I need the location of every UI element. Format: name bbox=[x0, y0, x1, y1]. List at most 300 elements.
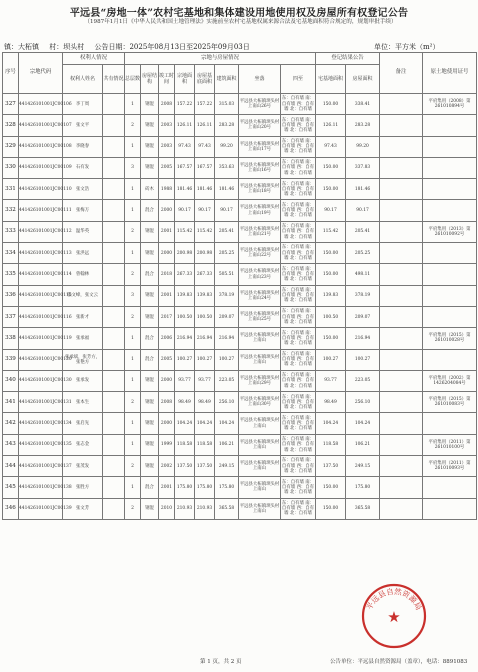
cell-base: 167.57 bbox=[195, 157, 215, 178]
cell-build: 378.19 bbox=[215, 285, 239, 306]
cell-orig-cert bbox=[423, 306, 477, 327]
cell-area: 200.98 bbox=[175, 243, 195, 264]
cell-bounds: 东：自有墙 南：自有墙 西：自有墙 北：自有墙 bbox=[281, 221, 316, 242]
cell-structure: 钢混 bbox=[141, 115, 159, 136]
cell-code: 441426101001JC00137 bbox=[19, 456, 63, 477]
cell-homestead: 100.27 bbox=[316, 349, 346, 370]
cell-homestead: 150.00 bbox=[316, 328, 346, 349]
cell-location: 平远县大柘镇坝头村上南山20号 bbox=[239, 115, 281, 136]
meta-unit: 单位：平方米（m²） bbox=[374, 43, 440, 51]
cell-house-area: 181.46 bbox=[346, 179, 380, 200]
cell-area: 175.80 bbox=[175, 477, 195, 498]
cell-base: 126.11 bbox=[195, 115, 215, 136]
cell-area: 137.50 bbox=[175, 456, 195, 477]
cell-name: 张承发 bbox=[63, 370, 103, 391]
cell-bounds: 东：自有墙 南：自有墙 西：自有墙 北：自有墙 bbox=[281, 477, 316, 498]
cell-code: 441426101001JC00120 bbox=[19, 349, 63, 370]
cell-code: 441426101001JC00108 bbox=[19, 136, 63, 157]
cell-floors: 2 bbox=[125, 392, 141, 413]
cell-location: 平远县大柘镇坝头村上南山 bbox=[239, 349, 281, 370]
cell-seq: 340 bbox=[3, 370, 19, 391]
cell-bounds: 东：自有墙 南：自有墙 西：自有墙 北：自有墙 bbox=[281, 498, 316, 519]
cell-bounds: 东：自有墙 南：自有墙 西：自有墙 北：自有墙 bbox=[281, 264, 316, 285]
cell-note bbox=[380, 94, 423, 115]
table-row bbox=[3, 413, 477, 434]
cell-build: 175.80 bbox=[215, 477, 239, 498]
cell-bounds: 东：自有墙 南：自有墙 西：自有墙 北：自有墙 bbox=[281, 179, 316, 200]
cell-structure: 混合 bbox=[141, 200, 159, 221]
cell-name: 张文浩 bbox=[63, 179, 103, 200]
cell-code: 441426101001JC00112 bbox=[19, 221, 63, 242]
col-year: 竣工时间 bbox=[159, 65, 175, 94]
cell-orig-cert: 平府集用（2015）第261010028号 bbox=[423, 328, 477, 349]
cell-share bbox=[103, 328, 125, 349]
cell-year: 2008 bbox=[159, 392, 175, 413]
cell-area: 267.33 bbox=[175, 264, 195, 285]
cell-note bbox=[380, 392, 423, 413]
cell-orig-cert bbox=[423, 285, 477, 306]
cell-year: 2001 bbox=[159, 221, 175, 242]
col-house-area: 房屋面积 bbox=[346, 65, 380, 94]
cell-area: 100.50 bbox=[175, 306, 195, 327]
table-row bbox=[3, 179, 477, 200]
cell-code: 441426101001JC00134 bbox=[19, 413, 63, 434]
cell-build: 90.17 bbox=[215, 200, 239, 221]
cell-floors: 2 bbox=[125, 264, 141, 285]
cell-house-area: 337.83 bbox=[346, 157, 380, 178]
cell-floors: 1 bbox=[125, 136, 141, 157]
cell-orig-cert bbox=[423, 349, 477, 370]
cell-base: 115.42 bbox=[195, 221, 215, 242]
cell-code: 441426101001JC00138 bbox=[19, 477, 63, 498]
cell-seq: 339 bbox=[3, 349, 19, 370]
cell-seq: 341 bbox=[3, 392, 19, 413]
cell-base: 118.58 bbox=[195, 434, 215, 455]
cell-note bbox=[380, 285, 423, 306]
cell-location: 平远县大柘镇坝头村上南山22号 bbox=[239, 243, 281, 264]
cell-build: 505.51 bbox=[215, 264, 239, 285]
cell-note bbox=[380, 498, 423, 519]
cell-year: 2008 bbox=[159, 94, 175, 115]
table-row bbox=[3, 285, 477, 306]
cell-base: 97.43 bbox=[195, 136, 215, 157]
cell-year: 2017 bbox=[159, 306, 175, 327]
cell-location: 平远县大柘镇坝头村上南山23号 bbox=[239, 264, 281, 285]
cell-orig-cert bbox=[423, 498, 477, 519]
cell-base: 216.94 bbox=[195, 328, 215, 349]
cell-name: 张梅万 bbox=[63, 200, 103, 221]
cell-note bbox=[380, 157, 423, 178]
cell-floors: 2 bbox=[125, 498, 141, 519]
cell-structure: 钢混 bbox=[141, 498, 159, 519]
cell-code: 441426101001JC00110 bbox=[19, 179, 63, 200]
cell-orig-cert bbox=[423, 115, 477, 136]
cell-share bbox=[103, 136, 125, 157]
cell-note bbox=[380, 456, 423, 477]
cell-homestead: 98.49 bbox=[316, 392, 346, 413]
cell-name: 曾翰林 bbox=[63, 264, 103, 285]
cell-code: 441426101001JC00115 bbox=[19, 285, 63, 306]
col-code: 宗地代码 bbox=[19, 53, 63, 94]
col-note: 备注 bbox=[380, 53, 423, 94]
cell-floors: 2 bbox=[125, 115, 141, 136]
table-row bbox=[3, 94, 477, 115]
cell-homestead: 97.43 bbox=[316, 136, 346, 157]
cell-floors: 1 bbox=[125, 477, 141, 498]
cell-base: 181.46 bbox=[195, 179, 215, 200]
cell-name: 张新才 bbox=[63, 306, 103, 327]
cell-bounds: 东：自有墙 南：自有墙 西：自有墙 北：自有墙 bbox=[281, 243, 316, 264]
cell-year: 2001 bbox=[159, 285, 175, 306]
cell-name: 张承斌，张芳方，张艳方 bbox=[63, 349, 103, 370]
cell-house-area: 223.05 bbox=[346, 370, 380, 391]
cell-seq: 331 bbox=[3, 179, 19, 200]
col-homestead: 宅基地面积 bbox=[316, 65, 346, 94]
cell-house-area: 175.80 bbox=[346, 477, 380, 498]
table-row bbox=[3, 498, 477, 519]
cell-share bbox=[103, 349, 125, 370]
cell-year: 1988 bbox=[159, 179, 175, 200]
cell-orig-cert: 平府集用（2002）第1426204084号 bbox=[423, 370, 477, 391]
cell-area: 93.77 bbox=[175, 370, 195, 391]
cell-homestead: 139.83 bbox=[316, 285, 346, 306]
cell-code: 441426101001JC00107 bbox=[19, 115, 63, 136]
cell-name: 张本生 bbox=[63, 392, 103, 413]
cell-location: 平远县大柘镇坝头村上南山 bbox=[239, 328, 281, 349]
cell-house-area: 205.41 bbox=[346, 221, 380, 242]
table-row bbox=[3, 434, 477, 455]
cell-area: 157.22 bbox=[175, 94, 195, 115]
cell-base: 100.50 bbox=[195, 306, 215, 327]
cell-bounds: 东：自有墙 南：自有墙 西：自有墙 北：自有墙 bbox=[281, 285, 316, 306]
cell-note bbox=[380, 179, 423, 200]
cell-bounds: 东：自有墙 南：自有墙 西：自有墙 北：自有墙 bbox=[281, 328, 316, 349]
cell-share bbox=[103, 370, 125, 391]
cell-code: 441426101001JC00139 bbox=[19, 498, 63, 519]
cell-base: 137.50 bbox=[195, 456, 215, 477]
cell-seq: 327 bbox=[3, 94, 19, 115]
cell-code: 441426101001JC00131 bbox=[19, 392, 63, 413]
cell-seq: 345 bbox=[3, 477, 19, 498]
cell-floors: 1 bbox=[125, 179, 141, 200]
cell-note bbox=[380, 221, 423, 242]
cell-name: 张文平 bbox=[63, 115, 103, 136]
cell-name: 张承福 bbox=[63, 328, 103, 349]
col-parcel-group: 宗地与房屋情况 bbox=[125, 53, 316, 65]
cell-orig-cert bbox=[423, 157, 477, 178]
cell-floors: 1 bbox=[125, 370, 141, 391]
meta-left bbox=[4, 42, 258, 52]
cell-base: 210.93 bbox=[195, 498, 215, 519]
cell-orig-cert bbox=[423, 179, 477, 200]
cell-base: 90.17 bbox=[195, 200, 215, 221]
cell-bounds: 东：自有墙 南：自有墙 西：自有墙 北：自有墙 bbox=[281, 94, 316, 115]
cell-code: 441426101001JC00114 bbox=[19, 264, 63, 285]
cell-seq: 343 bbox=[3, 434, 19, 455]
cell-orig-cert: 平府集用（2015）第261010083号 bbox=[423, 392, 477, 413]
cell-share bbox=[103, 498, 125, 519]
cell-area: 98.49 bbox=[175, 392, 195, 413]
cell-floors: 3 bbox=[125, 157, 141, 178]
cell-seq: 328 bbox=[3, 115, 19, 136]
cell-share bbox=[103, 306, 125, 327]
cell-homestead: 150.00 bbox=[316, 157, 346, 178]
cell-structure: 钢混 bbox=[141, 392, 159, 413]
cell-homestead: 115.42 bbox=[316, 221, 346, 242]
cell-location: 平远县大柘镇坝头村上南山 bbox=[239, 477, 281, 498]
cell-bounds: 东：自有墙 南：自有墙 西：自有墙 北：自有墙 bbox=[281, 370, 316, 391]
cell-area: 115.42 bbox=[175, 221, 195, 242]
cell-house-area: 378.19 bbox=[346, 285, 380, 306]
cell-year: 2000 bbox=[159, 370, 175, 391]
cell-area: 100.27 bbox=[175, 349, 195, 370]
cell-bounds: 东：自有墙 南：自有墙 西：自有墙 北：自有墙 bbox=[281, 413, 316, 434]
cell-homestead: 150.00 bbox=[316, 243, 346, 264]
table-row bbox=[3, 456, 477, 477]
cell-homestead: 104.24 bbox=[316, 413, 346, 434]
cell-code: 441426101001JC00113 bbox=[19, 243, 63, 264]
cell-structure: 钢混 bbox=[141, 157, 159, 178]
cell-build: 283.28 bbox=[215, 115, 239, 136]
cell-name: 张文芳 bbox=[63, 498, 103, 519]
cell-share bbox=[103, 179, 125, 200]
cell-orig-cert bbox=[423, 264, 477, 285]
cell-seq: 329 bbox=[3, 136, 19, 157]
cell-homestead: 126.11 bbox=[316, 115, 346, 136]
cell-homestead: 118.58 bbox=[316, 434, 346, 455]
cell-share bbox=[103, 456, 125, 477]
cell-note bbox=[380, 370, 423, 391]
cell-structure: 混合 bbox=[141, 328, 159, 349]
cell-house-area: 249.15 bbox=[346, 456, 380, 477]
cell-build: 99.20 bbox=[215, 136, 239, 157]
cell-build: 205.41 bbox=[215, 221, 239, 242]
cell-floors: 3 bbox=[125, 285, 141, 306]
cell-area: 126.11 bbox=[175, 115, 195, 136]
cell-floors: 1 bbox=[125, 434, 141, 455]
cell-house-area: 100.27 bbox=[346, 349, 380, 370]
cell-name: 李丁周 bbox=[63, 94, 103, 115]
cell-location: 平远县大柘镇坝头村上南山26号 bbox=[239, 94, 281, 115]
cell-area: 90.17 bbox=[175, 200, 195, 221]
cell-location: 平远县大柘镇坝头村上南山16号 bbox=[239, 157, 281, 178]
cell-floors: 2 bbox=[125, 306, 141, 327]
cell-floors: 1 bbox=[125, 349, 141, 370]
cell-seq: 346 bbox=[3, 498, 19, 519]
table-row bbox=[3, 477, 477, 498]
col-seq: 序号 bbox=[3, 53, 19, 94]
table-row bbox=[3, 370, 477, 391]
cell-year: 2005 bbox=[159, 157, 175, 178]
cell-name: 李晓春 bbox=[63, 136, 103, 157]
cell-base: 100.27 bbox=[195, 349, 215, 370]
cell-base: 139.83 bbox=[195, 285, 215, 306]
cell-house-area: 209.07 bbox=[346, 306, 380, 327]
cell-bounds: 东：自有墙 南：自有墙 西：自有墙 北：自有墙 bbox=[281, 136, 316, 157]
cell-structure: 混合 bbox=[141, 477, 159, 498]
cell-area: 181.46 bbox=[175, 179, 195, 200]
cell-year: 2000 bbox=[159, 243, 175, 264]
cell-share bbox=[103, 243, 125, 264]
cell-name: 张文峰，张文云 bbox=[63, 285, 103, 306]
cell-floors: 1 bbox=[125, 200, 141, 221]
cell-note bbox=[380, 306, 423, 327]
cell-bounds: 东：自有墙 南：自有墙 西：自有墙 北：自有墙 bbox=[281, 157, 316, 178]
cell-share bbox=[103, 157, 125, 178]
cell-share bbox=[103, 477, 125, 498]
table-row bbox=[3, 136, 477, 157]
cell-structure: 钢混 bbox=[141, 136, 159, 157]
cell-location: 平远县大柘镇坝头村上南山 bbox=[239, 413, 281, 434]
cell-share bbox=[103, 264, 125, 285]
cell-note bbox=[380, 328, 423, 349]
cell-year: 2006 bbox=[159, 328, 175, 349]
cell-bounds: 东：自有墙 南：自有墙 西：自有墙 北：自有墙 bbox=[281, 115, 316, 136]
cell-homestead: 90.17 bbox=[316, 200, 346, 221]
cell-build: 209.07 bbox=[215, 306, 239, 327]
cell-area: 216.94 bbox=[175, 328, 195, 349]
cell-year: 2018 bbox=[159, 264, 175, 285]
cell-base: 93.77 bbox=[195, 370, 215, 391]
cell-code: 441426101001JC00119 bbox=[19, 328, 63, 349]
cell-structure: 混合 bbox=[141, 349, 159, 370]
cell-orig-cert: 平府集用（2013）第261010092号 bbox=[423, 221, 477, 242]
cell-bounds: 东：自有墙 南：自有墙 西：自有墙 北：自有墙 bbox=[281, 456, 316, 477]
cell-orig-cert: 平府集用（2011）第261010093号 bbox=[423, 456, 477, 477]
cell-share bbox=[103, 413, 125, 434]
cell-name: 石有发 bbox=[63, 157, 103, 178]
cell-year: 2003 bbox=[159, 136, 175, 157]
cell-name: 张茂发 bbox=[63, 456, 103, 477]
col-share: 共有情况 bbox=[103, 65, 125, 94]
cell-orig-cert bbox=[423, 200, 477, 221]
cell-note bbox=[380, 434, 423, 455]
cell-structure: 砖木 bbox=[141, 179, 159, 200]
cell-share bbox=[103, 221, 125, 242]
cell-house-area: 283.28 bbox=[346, 115, 380, 136]
cell-location: 平远县大柘镇坝头村上南山 bbox=[239, 498, 281, 519]
cell-build: 205.25 bbox=[215, 243, 239, 264]
cell-build: 104.24 bbox=[215, 413, 239, 434]
cell-seq: 344 bbox=[3, 456, 19, 477]
cell-homestead: 100.50 bbox=[316, 306, 346, 327]
cell-orig-cert: 平府集用（2008）第261010894号 bbox=[423, 94, 477, 115]
cell-floors: 2 bbox=[125, 221, 141, 242]
cell-share bbox=[103, 115, 125, 136]
cell-note bbox=[380, 200, 423, 221]
cell-note bbox=[380, 136, 423, 157]
meta-town: 镇：大柘镇 bbox=[4, 43, 39, 51]
cell-seq: 336 bbox=[3, 285, 19, 306]
cell-area: 167.57 bbox=[175, 157, 195, 178]
cell-homestead: 150.00 bbox=[316, 94, 346, 115]
meta-village: 村：坝头村 bbox=[49, 43, 85, 51]
cell-share bbox=[103, 200, 125, 221]
cell-note bbox=[380, 264, 423, 285]
cell-homestead: 150.00 bbox=[316, 179, 346, 200]
cell-house-area: 205.25 bbox=[346, 243, 380, 264]
cell-house-area: 365.58 bbox=[346, 498, 380, 519]
cell-floors: 1 bbox=[125, 328, 141, 349]
cell-note bbox=[380, 477, 423, 498]
cell-code: 441426101001JC00130 bbox=[19, 370, 63, 391]
cell-build: 315.03 bbox=[215, 94, 239, 115]
cell-build: 216.94 bbox=[215, 328, 239, 349]
cell-year: 2010 bbox=[159, 498, 175, 519]
cell-structure: 钢混 bbox=[141, 370, 159, 391]
cell-seq: 342 bbox=[3, 413, 19, 434]
col-floors: 总层数 bbox=[125, 65, 141, 94]
col-loc: 坐落 bbox=[239, 65, 281, 94]
cell-seq: 337 bbox=[3, 306, 19, 327]
cell-structure: 钢混 bbox=[141, 306, 159, 327]
cell-floors: 1 bbox=[125, 94, 141, 115]
cell-location: 平远县大柘镇坝头村上南山18号 bbox=[239, 179, 281, 200]
cell-seq: 334 bbox=[3, 243, 19, 264]
cell-location: 平远县大柘镇坝头村上南山 bbox=[239, 456, 281, 477]
cell-homestead: 93.77 bbox=[316, 370, 346, 391]
col-area: 宗地面积 bbox=[175, 65, 195, 94]
cell-structure: 钢混 bbox=[141, 94, 159, 115]
cell-base: 98.49 bbox=[195, 392, 215, 413]
cell-build: 100.27 bbox=[215, 349, 239, 370]
cell-orig-cert bbox=[423, 477, 477, 498]
header-row-1 bbox=[3, 53, 477, 65]
cell-seq: 333 bbox=[3, 221, 19, 242]
cell-floors: 1 bbox=[125, 413, 141, 434]
table-row bbox=[3, 392, 477, 413]
cell-structure: 钢混 bbox=[141, 285, 159, 306]
cell-share bbox=[103, 285, 125, 306]
cell-seq: 330 bbox=[3, 157, 19, 178]
cell-floors: 2 bbox=[125, 456, 141, 477]
cell-structure: 钢混 bbox=[141, 413, 159, 434]
col-orig: 原土地使用证号 bbox=[423, 53, 477, 94]
cell-seq: 338 bbox=[3, 328, 19, 349]
cell-location: 平远县大柘镇坝头村上南山25号 bbox=[239, 306, 281, 327]
page-subtitle: （1987年1月1日《中华人民共和国土地管理法》实施前至农村宅基地权属来源合法及宅基地面积符合规定的，规划审批手续） bbox=[84, 19, 397, 25]
cell-code: 441426101001JC00111 bbox=[19, 200, 63, 221]
seal-text: 平远县自然资源局 bbox=[364, 586, 424, 612]
cell-orig-cert bbox=[423, 243, 477, 264]
cell-code: 441426101001JC00135 bbox=[19, 434, 63, 455]
cell-area: 210.93 bbox=[175, 498, 195, 519]
cell-structure: 混合 bbox=[141, 264, 159, 285]
page-number: 第 1 页，共 2 页 bbox=[200, 659, 242, 665]
cell-share bbox=[103, 434, 125, 455]
cell-bounds: 东：自有墙 南：自有墙 西：自有墙 北：自有墙 bbox=[281, 200, 316, 221]
cell-floors: 1 bbox=[125, 243, 141, 264]
cell-location: 平远县大柘镇坝头村上南山21号 bbox=[239, 221, 281, 242]
cell-homestead: 150.00 bbox=[316, 477, 346, 498]
table-row bbox=[3, 200, 477, 221]
footer-org: 公告单位：平远县自然资源局（盖章），电话：8891083 bbox=[330, 659, 468, 665]
table-row bbox=[3, 115, 477, 136]
seal-star-icon: ★ bbox=[387, 608, 401, 626]
col-base: 房屋基底面积 bbox=[195, 65, 215, 94]
meta-period: 公告日期：2025年08月13日至2025年09月03日 bbox=[94, 43, 250, 51]
cell-bounds: 东：自有墙 南：自有墙 西：自有墙 北：自有墙 bbox=[281, 306, 316, 327]
cell-bounds: 东：自有墙 南：自有墙 西：自有墙 北：自有墙 bbox=[281, 349, 316, 370]
cell-location: 平远县大柘镇坝头村上南山17号 bbox=[239, 136, 281, 157]
col-bounds: 四至 bbox=[281, 65, 316, 94]
cell-year: 2003 bbox=[159, 115, 175, 136]
cell-structure: 钢混 bbox=[141, 243, 159, 264]
cell-location: 平远县大柘镇坝头村上南山 bbox=[239, 434, 281, 455]
cell-year: 1999 bbox=[159, 434, 175, 455]
cell-note bbox=[380, 115, 423, 136]
cell-build: 181.46 bbox=[215, 179, 239, 200]
